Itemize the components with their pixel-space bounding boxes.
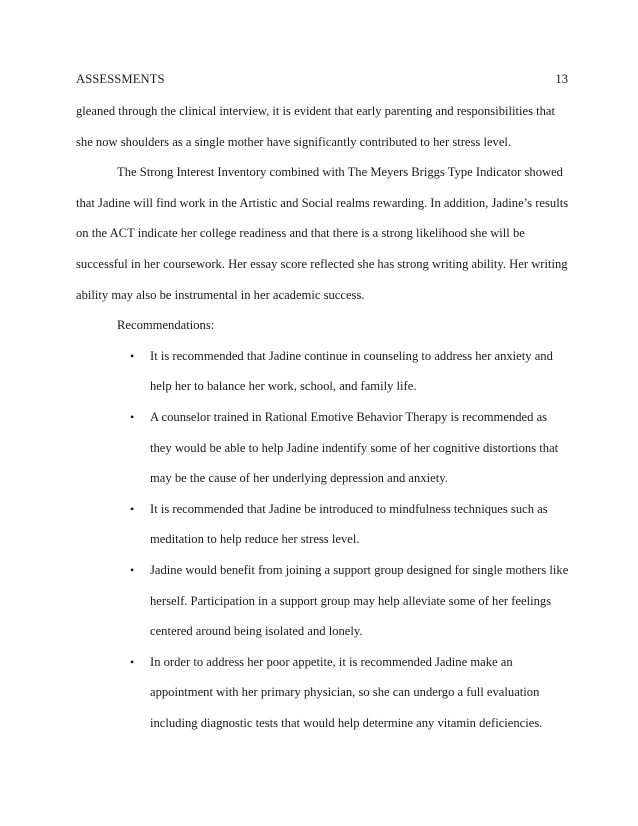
text-line: It is recommended that Jadine continue in counseling to address her anxiety and <box>150 348 553 363</box>
text-line: successful in her coursework. Her essay score reflected she has strong writing ability. Her writing <box>76 256 568 271</box>
recommendation-text <box>150 341 568 402</box>
text-line: It is recommended that Jadine be introduced to mindfulness techniques such as <box>150 501 548 516</box>
paragraphs <box>76 96 568 341</box>
bullet-icon: • <box>130 409 135 424</box>
running-header <box>76 72 568 88</box>
paragraph <box>76 157 568 310</box>
text-line: she now shoulders as a single mother have significantly contributed to her stress level. <box>76 134 512 149</box>
bullet-icon: • <box>130 501 135 516</box>
text-line: In order to address her poor appetite, it is recommended Jadine make an <box>150 654 513 669</box>
text-line: gleaned through the clinical interview, it is evident that early parenting and responsibilities that <box>76 104 556 118</box>
text-line: herself. Participation in a support group may help alleviate some of her feelings <box>150 593 552 608</box>
text-line: meditation to help reduce her stress level. <box>150 532 360 547</box>
text-line: ability may also be instrumental in her academic success. <box>76 287 365 302</box>
text-line: Jadine would benefit from joining a support group designed for single mothers like <box>150 562 569 577</box>
text-line: centered around being isolated and lonely. <box>150 624 363 639</box>
recommendation-item <box>76 402 568 494</box>
recommendation-list <box>76 341 568 739</box>
text-line: on the ACT indicate her college readiness and that there is a strong likelihood she will be <box>76 226 525 241</box>
document-body <box>76 96 568 738</box>
text-line: that Jadine will find work in the Artistic and Social realms rewarding. In addition, Jadine’s results <box>76 195 569 210</box>
paragraph <box>76 310 568 341</box>
page-number: 13 <box>555 72 568 86</box>
recommendation-item <box>76 494 568 555</box>
bullet-icon: • <box>130 348 135 363</box>
recommendation-item <box>76 555 568 647</box>
paragraph <box>76 96 568 157</box>
recommendation-text <box>150 647 568 739</box>
recommendation-item <box>76 647 568 739</box>
text-line: may be the cause of her underlying depression and anxiety. <box>150 471 448 486</box>
bullet-icon: • <box>130 654 135 669</box>
text-line: appointment with her primary physician, so she can undergo a full evaluation <box>150 685 540 700</box>
text-line: A counselor trained in Rational Emotive Behavior Therapy is recommended as <box>150 409 548 424</box>
recommendation-text <box>150 402 568 494</box>
recommendation-text <box>150 494 568 555</box>
text-line: including diagnostic tests that would help determine any vitamin deficiencies. <box>150 715 543 730</box>
text-line: Recommendations: <box>117 318 215 333</box>
bullet-icon: • <box>130 562 135 577</box>
running-title: ASSESSMENTS <box>76 72 165 86</box>
recommendation-item <box>76 341 568 402</box>
recommendation-text <box>150 555 568 647</box>
text-line: they would be able to help Jadine indentify some of her cognitive distortions that <box>150 440 559 455</box>
text-line: help her to balance her work, school, and family life. <box>150 379 417 394</box>
text-line: The Strong Interest Inventory combined with The Meyers Briggs Type Indicator showed <box>117 165 563 180</box>
